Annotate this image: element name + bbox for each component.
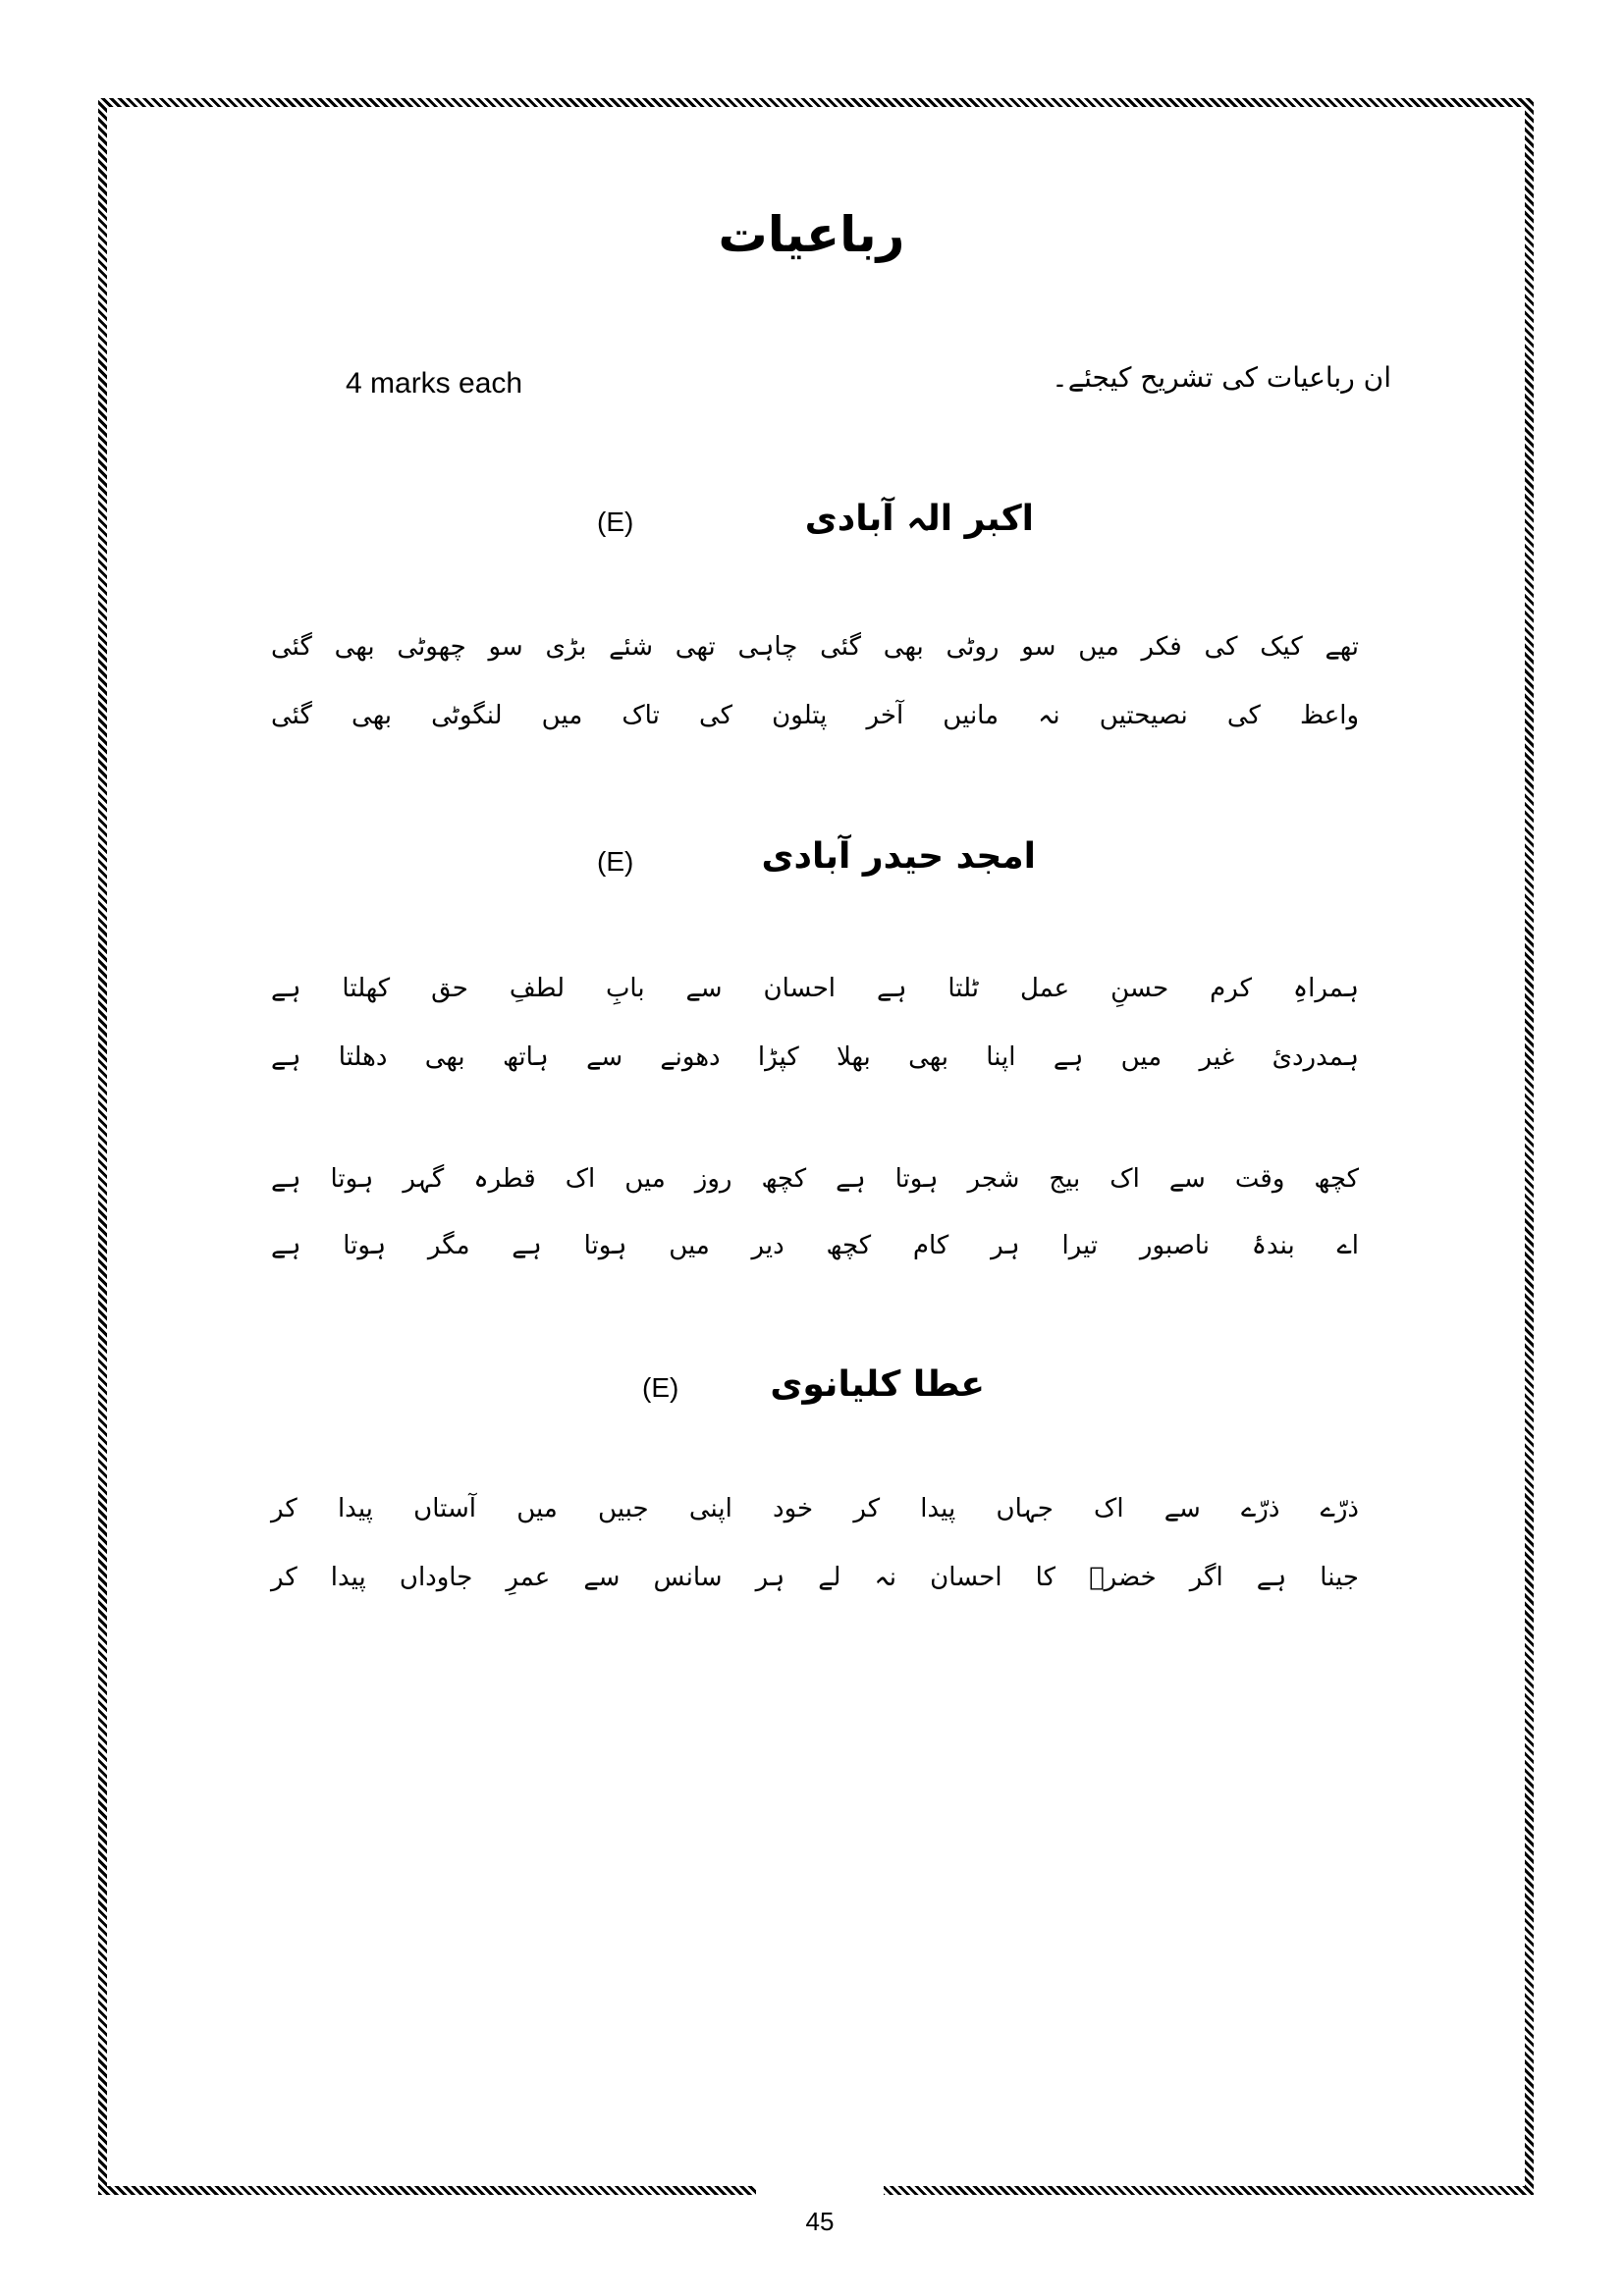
poet-tag-akbar: (E) xyxy=(597,507,634,537)
poet-name-ata: عطا کلیانوی xyxy=(770,1364,985,1405)
poet-tag-ata: (E) xyxy=(642,1372,679,1403)
page-number-gap xyxy=(756,2183,884,2199)
poet-name-akbar: اکبر الہ آبادی xyxy=(804,499,1034,539)
page-border xyxy=(98,98,1534,2195)
poet-name-amjad: امجد حیدر آبادی xyxy=(761,836,1036,877)
instruction-text: ان رباعیات کی تشریح کیجئے۔ xyxy=(1052,361,1391,394)
verse-line: ذرّے ذرّے سے اک جہاں پیدا کر خود اپنی جبیں میں آستاں پیدا کر xyxy=(271,1494,1359,1523)
verse-line: تھے کیک کی فکر میں سو روٹی بھی گئی چاہی تھی شئے بڑی سو چھوٹی بھی گئی xyxy=(271,632,1359,662)
verse-line: ہمراہِ کرم حسنِ عمل ٹلتا ہے احسان سے بابِ لطفِ حق کھلتا ہے xyxy=(271,974,1359,1003)
verse-line: کچھ وقت سے اک بیج شجر ہوتا ہے کچھ روز میں اک قطرہ گہر ہوتا ہے xyxy=(271,1164,1359,1194)
poet-tag-amjad: (E) xyxy=(597,846,634,877)
marks-label: 4 marks each xyxy=(346,367,523,400)
verse-line: ہمدردیٔ غیر میں ہے اپنا بھی بھلا کپڑا دھونے سے ہاتھ بھی دھلتا ہے xyxy=(271,1042,1359,1072)
page-title: رباعیات xyxy=(718,206,905,263)
verse-line: اے بندۂ ناصبور تیرا ہر کام کچھ دیر میں ہوتا ہے مگر ہوتا ہے xyxy=(271,1231,1359,1260)
verse-line: جینا ہے اگر خضرؑ کا احسان نہ لے ہر سانس سے عمرِ جاوداں پیدا کر xyxy=(271,1563,1359,1592)
verse-line: واعظ کی نصیحتیں نہ مانیں آخر پتلون کی تاک میں لنگوٹی بھی گئی xyxy=(271,701,1359,730)
page-number: 45 xyxy=(805,2207,835,2236)
